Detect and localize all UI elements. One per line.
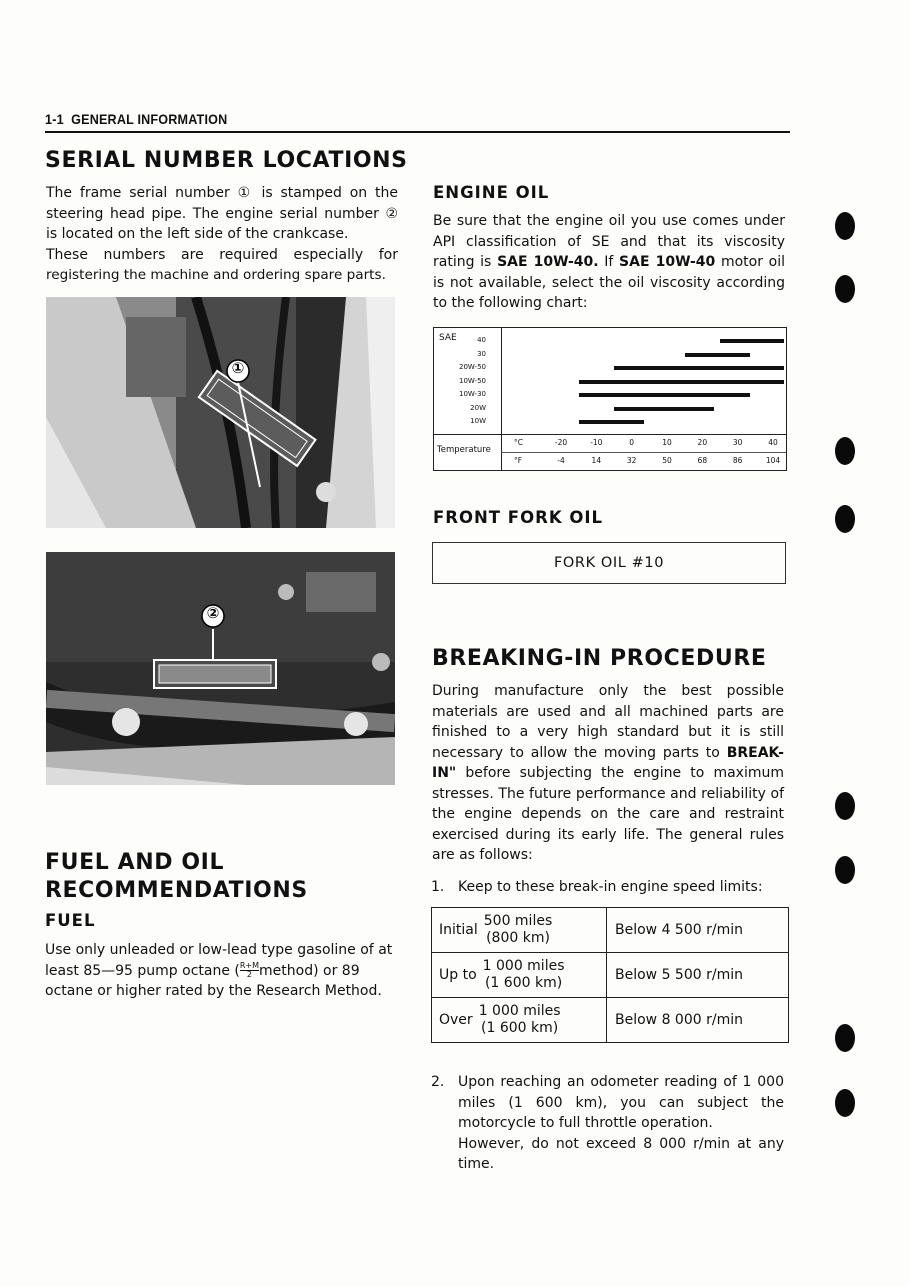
engine-oil-grade-1: SAE 10W-40. bbox=[497, 254, 599, 270]
grade-label: 10W bbox=[470, 417, 486, 425]
chart-unit-rule bbox=[501, 452, 786, 453]
fork-oil-value: FORK OIL #10 bbox=[553, 555, 665, 571]
fork-oil-box bbox=[432, 542, 786, 584]
grade-label: 10W-50 bbox=[459, 376, 486, 385]
item-1-number: 1. bbox=[431, 879, 445, 895]
fuel-line-2b: method) or 89 bbox=[259, 962, 360, 979]
stage-cell bbox=[432, 998, 607, 1043]
engine-oil-body bbox=[433, 211, 785, 314]
callout-2: ② bbox=[206, 604, 220, 622]
serial-line-1: The frame serial number ① is stamped on the bbox=[46, 185, 398, 201]
fahrenheit-tick-label: 32 bbox=[626, 456, 637, 465]
engine-oil-text-1: Be sure that the engine oil you use comes under API classification of SE and that its viscosity rating is bbox=[433, 213, 785, 270]
limit-cell: Below 4 500 r/min bbox=[607, 908, 789, 953]
engine-oil-title: ENGINE OIL bbox=[433, 183, 550, 202]
table-row bbox=[432, 998, 789, 1043]
serial-line-4: These numbers are required especially for bbox=[46, 246, 398, 263]
item-1-text: Keep to these break-in engine speed limits: bbox=[458, 879, 763, 895]
stage-label: Initial bbox=[439, 922, 478, 938]
fuel-body bbox=[45, 940, 397, 1002]
grade-label: 20W-50 bbox=[459, 363, 486, 371]
header-rule bbox=[45, 131, 790, 133]
binder-hole bbox=[835, 1089, 855, 1117]
celsius-tick-label: 30 bbox=[732, 438, 743, 447]
fuel-oil-title bbox=[45, 849, 308, 905]
viscosity-bar bbox=[579, 380, 784, 384]
binder-hole bbox=[835, 792, 855, 820]
viscosity-bar bbox=[579, 393, 750, 397]
limit-cell: Below 8 000 r/min bbox=[607, 998, 789, 1043]
viscosity-bar bbox=[614, 366, 784, 370]
table-row bbox=[432, 908, 789, 953]
octane-denominator: 2 bbox=[246, 970, 252, 979]
fahrenheit-tick-label: 68 bbox=[697, 456, 708, 465]
breakin-title: BREAKING-IN PROCEDURE bbox=[432, 646, 767, 671]
item-2-text: Upon reaching an odometer reading of 1 000 miles (1 600 km), you can subject the motorcycle to full throttle operation. bbox=[458, 1074, 784, 1131]
binder-hole bbox=[835, 275, 855, 303]
item-2-note: However, do not exceed 8 000 r/min at any time. bbox=[458, 1135, 784, 1172]
breakin-body bbox=[432, 681, 784, 866]
fahrenheit-tick-label: 14 bbox=[591, 456, 602, 465]
binder-hole bbox=[835, 505, 855, 533]
stage-miles: 500 miles bbox=[483, 913, 553, 929]
breakin-item-2 bbox=[431, 1072, 784, 1175]
stage-cell bbox=[432, 908, 607, 953]
serial-line-5: registering the machine and ordering spare parts. bbox=[46, 267, 386, 283]
viscosity-chart bbox=[433, 327, 787, 471]
grade-label: 10W-30 bbox=[459, 390, 486, 398]
celsius-tick-label: 0 bbox=[629, 438, 635, 447]
celsius-tick-label: 20 bbox=[697, 438, 708, 447]
fork-oil-title: FRONT FORK OIL bbox=[433, 508, 604, 527]
stage-miles: 1 000 miles bbox=[478, 1003, 561, 1019]
binder-hole bbox=[835, 856, 855, 884]
viscosity-bar bbox=[614, 407, 714, 411]
grade-label: 40 bbox=[477, 336, 486, 344]
engine-oil-text-2: If bbox=[598, 254, 620, 270]
table-row bbox=[432, 953, 789, 998]
viscosity-bar bbox=[720, 339, 784, 343]
grade-label: 20W bbox=[470, 403, 486, 412]
frame-serial-photo bbox=[46, 297, 395, 528]
celsius-tick-label: 10 bbox=[662, 438, 672, 447]
serial-body bbox=[46, 183, 398, 286]
engine-oil-text-3: motor oil is not available, select the oil viscosity according to the following chart: bbox=[433, 254, 786, 311]
fahrenheit-unit: °F bbox=[514, 456, 523, 465]
grade-label: 30 bbox=[477, 349, 486, 358]
viscosity-bar bbox=[579, 420, 644, 424]
breakin-text-2: before subjecting the engine to maximum stresses. The future performance and reliability of the engine depends on the care and restraint exercised during its early life. The general rules are as follows: bbox=[432, 765, 784, 863]
stage-cell bbox=[432, 953, 607, 998]
limit-cell: Below 5 500 r/min bbox=[607, 953, 789, 998]
binder-hole bbox=[835, 212, 855, 240]
chart-divider bbox=[501, 328, 502, 470]
celsius-tick-label: -10 bbox=[590, 438, 603, 447]
stage-miles: 1 000 miles bbox=[482, 958, 565, 974]
fuel-line-2a: least 85—95 pump octane ( bbox=[45, 962, 240, 979]
engine-oil-grade-2: SAE 10W-40 bbox=[619, 254, 716, 270]
viscosity-bar bbox=[685, 353, 750, 357]
breakin-emph: BREAK-IN" bbox=[432, 744, 784, 781]
stage-km: (800 km) bbox=[486, 930, 550, 946]
binder-hole bbox=[835, 1024, 855, 1052]
engine-serial-photo bbox=[46, 552, 395, 785]
fuel-oil-title-line-2: RECOMMENDATIONS bbox=[45, 878, 308, 903]
breakin-text-1: During manufacture only the best possible materials are used and all machined parts are finished to a very high standard but it is still necessary to allow the moving parts to bbox=[432, 683, 784, 761]
fahrenheit-tick-label: -4 bbox=[557, 456, 565, 465]
fuel-oil-title-line-1: FUEL AND OIL bbox=[45, 850, 225, 875]
serial-title: SERIAL NUMBER LOCATIONS bbox=[45, 148, 408, 173]
fahrenheit-tick-label: 86 bbox=[732, 456, 743, 465]
stage-label: Over bbox=[439, 1012, 473, 1028]
fuel-line-3: octane or higher rated by the Research Method. bbox=[45, 983, 382, 999]
octane-numerator: R+M bbox=[239, 961, 260, 970]
octane-fraction bbox=[240, 962, 259, 979]
stage-km: (1 600 km) bbox=[481, 1020, 559, 1036]
celsius-unit: °C bbox=[514, 438, 523, 447]
fuel-line-2 bbox=[45, 961, 397, 982]
celsius-tick-label: 40 bbox=[768, 438, 778, 447]
fahrenheit-tick-label: 104 bbox=[765, 456, 781, 465]
celsius-tick-label: -20 bbox=[554, 438, 568, 447]
serial-line-3: is located on the left side of the crankcase. bbox=[46, 226, 349, 242]
section-title: GENERAL INFORMATION bbox=[71, 111, 228, 127]
page-ref: 1-1 bbox=[45, 111, 64, 127]
sae-label: SAE bbox=[439, 333, 457, 343]
chart-temp-rule bbox=[434, 434, 786, 435]
stage-label: Up to bbox=[439, 967, 477, 983]
breakin-item-1 bbox=[431, 877, 784, 898]
fuel-line-1: Use only unleaded or low-lead type gasoline of at bbox=[45, 942, 393, 958]
fuel-title: FUEL bbox=[45, 911, 96, 930]
callout-1: ① bbox=[231, 359, 245, 377]
page-header bbox=[45, 111, 227, 127]
serial-line-2: steering head pipe. The engine serial number ② bbox=[46, 205, 398, 222]
breakin-table bbox=[431, 907, 789, 1043]
temperature-label: Temperature bbox=[437, 445, 491, 455]
fahrenheit-tick-label: 50 bbox=[662, 456, 672, 465]
item-2-number: 2. bbox=[431, 1074, 445, 1090]
binder-hole bbox=[835, 437, 855, 465]
stage-km: (1 600 km) bbox=[484, 975, 563, 991]
